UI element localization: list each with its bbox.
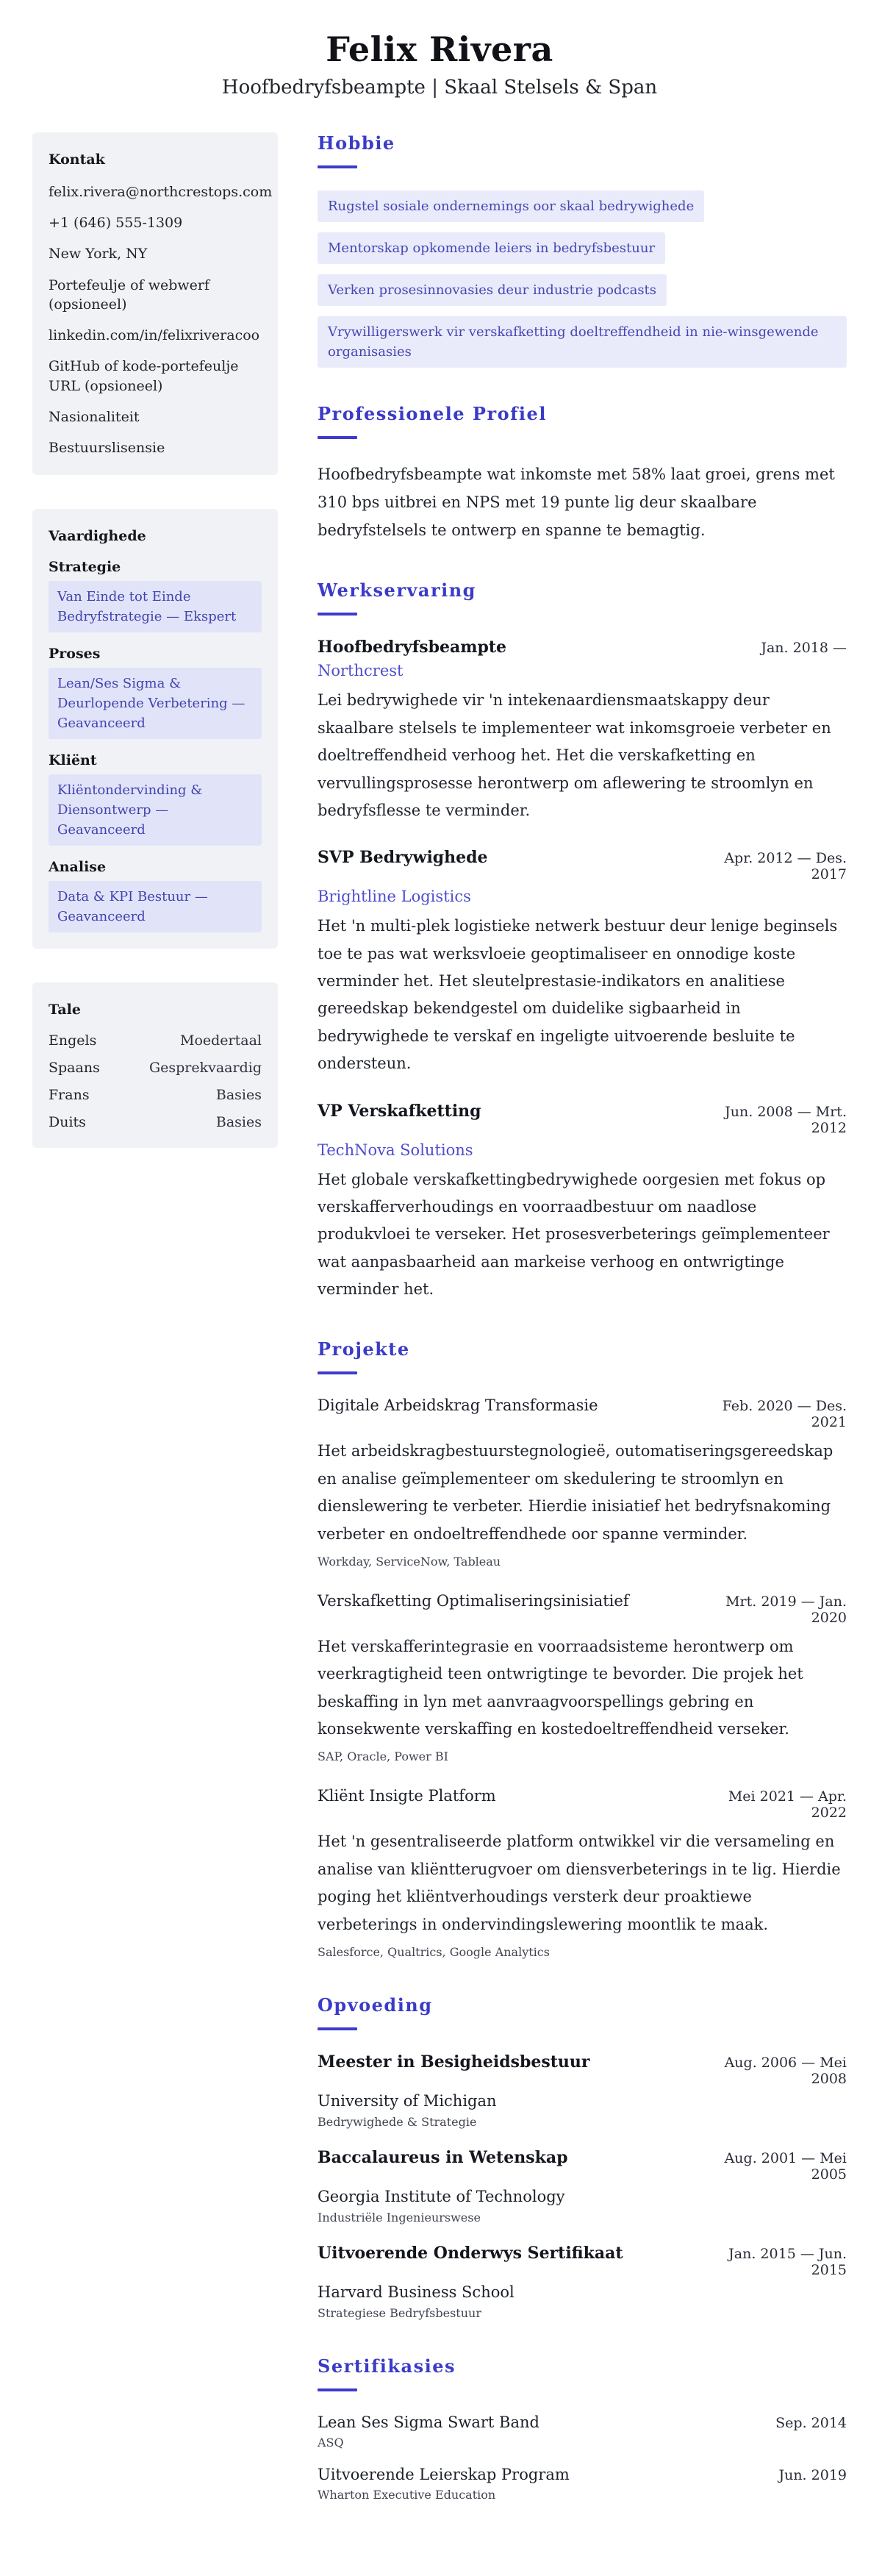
contact-item-location: New York, NY xyxy=(49,246,148,263)
contact-item-linkedin: linkedin.com/in/felixriveracoo xyxy=(49,327,260,344)
tale-title: Tale xyxy=(49,1002,81,1018)
certification-entry xyxy=(318,2413,847,2450)
contact-item-phone: +1 (646) 555-1309 xyxy=(49,215,183,232)
section-rule xyxy=(318,2388,357,2391)
skill-pill: Lean/Ses Sigma & Deurlopende Verbetering — Geavanceerd xyxy=(49,668,262,739)
job-entry-head xyxy=(318,848,847,882)
page-title: Felix Rivera xyxy=(326,29,553,69)
project-entry xyxy=(318,1592,847,1764)
project-entry-head xyxy=(318,1787,847,1821)
language-name: Spaans xyxy=(49,1060,100,1077)
project-entry-head xyxy=(318,1396,847,1430)
company-link[interactable]: Northcrest xyxy=(318,662,404,680)
education-entry xyxy=(318,2244,847,2320)
skill-group-label: Proses xyxy=(49,646,101,663)
project-dates: Mrt. 2019 — Jan. 2020 xyxy=(725,1593,847,1626)
section-werkservaring xyxy=(318,579,847,1303)
education-dates: Jan. 2015 — Jun. 2015 xyxy=(728,2245,847,2278)
education-entry xyxy=(318,2052,847,2129)
language-row xyxy=(49,1114,262,1130)
language-name: Frans xyxy=(49,1087,90,1104)
certification-entry-head xyxy=(318,2413,847,2431)
skill-pill: Data & KPI Bestuur — Geavanceerd xyxy=(49,881,262,932)
language-level: Gesprekvaardig xyxy=(148,1060,262,1077)
role-title: SVP Bedrywighede xyxy=(318,848,488,868)
certification-date: Sep. 2014 xyxy=(775,2414,847,2431)
role-title: VP Verskafketting xyxy=(318,1101,481,1121)
subtitle: Hoofbedryfsbeampte | Skaal Stelsels & Span xyxy=(221,76,658,99)
sertifikasies-title: Sertifikasies xyxy=(318,2355,456,2377)
project-title: Verskafketting Optimaliseringsinisiatief xyxy=(318,1591,629,1610)
degree-title: Baccalaureus in Wetenskap xyxy=(318,2147,568,2167)
job-dates: Jun. 2008 — Mrt. 2012 xyxy=(725,1103,847,1136)
certification-title: Lean Ses Sigma Swart Band xyxy=(318,2413,539,2431)
project-entry xyxy=(318,1396,847,1569)
degree-title: Meester in Besigheidsbestuur xyxy=(318,2052,590,2072)
job-entry-head xyxy=(318,1102,847,1136)
contact-item-portfolio: Portefeulje of webwerf (opsioneel) xyxy=(49,276,209,313)
project-stack: Workday, ServiceNow, Tableau xyxy=(318,1554,501,1569)
certification-date: Jun. 2019 xyxy=(778,2466,847,2483)
project-title: Digitale Arbeidskrag Transformasie xyxy=(318,1396,598,1415)
certification-org: Wharton Executive Education xyxy=(318,2487,496,2502)
profile-summary: Hoofbedryfsbeampte wat inkomste met 58% laat groei, grens met 310 bps uitbrei en NPS met 19 punte lig deur skaalbare bedryfstelsels te ontwerp en spanne te bemagtig. xyxy=(318,465,835,539)
skill-group-label: Strategie xyxy=(49,559,121,576)
job-entry-head xyxy=(318,638,847,657)
skill-group-label: Kliënt xyxy=(49,752,97,769)
skill-pill: Kliëntondervinding & Diensontwerp — Geavanceerd xyxy=(49,774,262,846)
section-rule xyxy=(318,2027,357,2030)
language-row xyxy=(49,1032,262,1049)
job-dates: Jan. 2018 — xyxy=(761,640,847,657)
school-name: Harvard Business School xyxy=(318,2283,514,2301)
project-description: Het 'n gesentraliseerde platform ontwikkel vir die versameling en analise van kliëntterugvoer om diensverbeterings in te lig. Hierdie poging het kliëntverhoudings versterk deur proaktiewe verbeterings in ondervindingslewering moontlik te maak. xyxy=(318,1833,841,1933)
section-rule xyxy=(318,1371,357,1374)
sidebar-section-tale xyxy=(32,982,278,1148)
section-profiel xyxy=(318,403,847,544)
language-level: Basies xyxy=(215,1114,262,1131)
language-row xyxy=(49,1087,262,1103)
education-entry xyxy=(318,2148,847,2224)
contact-item-email: felix.rivera@northcrestops.com xyxy=(49,184,273,200)
sidebar xyxy=(32,132,278,1148)
project-entry-head xyxy=(318,1592,847,1626)
field-of-study: Industriële Ingenieurswese xyxy=(318,2210,481,2224)
section-sertifikasies xyxy=(318,2355,847,2502)
sidebar-section-kontak xyxy=(32,132,278,475)
section-projekte xyxy=(318,1338,847,1959)
section-rule xyxy=(318,436,357,439)
certification-title: Uitvoerende Leierskap Program xyxy=(318,2465,570,2483)
job-entry xyxy=(318,1102,847,1304)
field-of-study: Bedrywighede & Strategie xyxy=(318,2114,477,2129)
job-entry xyxy=(318,848,847,1077)
contact-item-license: Bestuurslisensie xyxy=(49,439,165,456)
main-column xyxy=(318,132,847,2537)
contact-item-nationality: Nasionaliteit xyxy=(49,408,140,425)
education-entry-head xyxy=(318,2148,847,2183)
company-link[interactable]: TechNova Solutions xyxy=(318,1141,473,1159)
section-rule xyxy=(318,165,357,168)
certification-entry xyxy=(318,2466,847,2502)
education-dates: Aug. 2006 — Mei 2008 xyxy=(724,2054,847,2087)
hobby-tag: Verken prosesinnovasies deur industrie podcasts xyxy=(318,274,667,306)
section-rule xyxy=(318,613,357,616)
job-dates: Apr. 2012 — Des. 2017 xyxy=(724,850,847,883)
project-dates: Feb. 2020 — Des. 2021 xyxy=(722,1398,847,1431)
project-description: Het verskafferintegrasie en voorraadsisteme herontwerp om veerkragtigheid teen ontwrigtinge te bevorder. Die projek het beskaffing in lyn met aanvraagvoorspellings gebring en konsekwente verskaffing en kostedoeltreffendheid verseker. xyxy=(318,1637,803,1738)
project-stack: Salesforce, Qualtrics, Google Analytics xyxy=(318,1944,550,1959)
degree-title: Uitvoerende Onderwys Sertifikaat xyxy=(318,2243,623,2263)
certification-entry-head xyxy=(318,2466,847,2483)
project-title: Kliënt Insigte Platform xyxy=(318,1787,496,1805)
job-description: Het 'n multi-plek logistieke netwerk bestuur deur lenige beginsels toe te pas wat werksvloeie geoptimaliseer en onnodige koste verminder het. Het sleutelprestasie-indikators en analitiese gereedskap bekendgestel om duidelike sigbaarheid in bedrywighede te verskaf en ingeligte uitvoerende besluite te ondersteun. xyxy=(318,917,838,1073)
hobby-tag: Mentorskap opkomende leiers in bedryfsbestuur xyxy=(318,232,665,264)
language-level: Basies xyxy=(215,1087,262,1104)
education-dates: Aug. 2001 — Mei 2005 xyxy=(724,2149,847,2183)
skill-pill: Van Einde tot Einde Bedryfstrategie — Ekspert xyxy=(49,581,262,632)
field-of-study: Strategiese Bedryfsbestuur xyxy=(318,2305,481,2320)
school-name: University of Michigan xyxy=(318,2091,497,2110)
job-entry xyxy=(318,638,847,824)
job-description: Het globale verskafkettingbedrywighede oorgesien met fokus op verskafferverhoudings en voorraadbestuur om naadlose produkvloei te verseker. Het prosesverbeterings geïmplementeer wat aanpasbaarheid aan markeise verhoog en ontwrigtinge verminder het. xyxy=(318,1170,830,1299)
hobby-tag: Vrywilligerswerk vir verskafketting doeltreffendheid in nie-winsgewende organisasies xyxy=(318,316,847,368)
sidebar-section-vaardighede xyxy=(32,509,278,949)
education-entry-head xyxy=(318,2052,847,2087)
kontak-title: Kontak xyxy=(49,151,105,168)
language-name: Engels xyxy=(49,1032,97,1049)
project-stack: SAP, Oracle, Power BI xyxy=(318,1749,448,1764)
resume-header xyxy=(32,29,847,99)
projekte-title: Projekte xyxy=(318,1338,410,1360)
project-dates: Mei 2021 — Apr. 2022 xyxy=(728,1788,847,1822)
role-title: Hoofbedryfsbeampte xyxy=(318,638,507,657)
hobby-tag: Rugstel sosiale ondernemings oor skaal bedrywighede xyxy=(318,190,704,222)
content-columns xyxy=(32,132,847,2537)
section-opvoeding xyxy=(318,1994,847,2320)
certification-org: ASQ xyxy=(318,2435,344,2450)
skill-group-label: Analise xyxy=(49,859,107,876)
project-entry xyxy=(318,1787,847,1959)
hobbie-title: Hobbie xyxy=(318,132,395,154)
opvoeding-title: Opvoeding xyxy=(318,1994,433,2016)
job-description: Lei bedrywighede vir 'n intekenaardiensmaatskappy deur skaalbare stelsels te implementeer wat inkomsgroeie verbeter en doeltreffendheid verhoog het. Het die verskafketting en vervullingsprosesse herontwerp om aflewering te stroomlyn en bedryfsflesse te verminder. xyxy=(318,691,831,819)
contact-item-github: GitHub of kode-portefeulje URL (opsioneel) xyxy=(49,358,239,394)
education-entry-head xyxy=(318,2244,847,2278)
language-name: Duits xyxy=(49,1114,86,1131)
company-link[interactable]: Brightline Logistics xyxy=(318,888,471,906)
project-description: Het arbeidskragbestuurstegnologieë, outomatiseringsgereedskap en analise geïmplementeer om skedulering te stroomlyn en dienslewering te verbeter. Hierdie inisiatief het bedryfsnakoming verbeter en ondoeltreffendhede oor spanne verminder. xyxy=(318,1442,833,1543)
language-level: Moedertaal xyxy=(180,1032,262,1049)
language-row xyxy=(49,1060,262,1076)
vaardighede-title: Vaardighede xyxy=(49,528,146,545)
section-hobbie xyxy=(318,132,847,368)
werkservaring-title: Werkservaring xyxy=(318,579,476,602)
profiel-title: Professionele Profiel xyxy=(318,403,547,424)
school-name: Georgia Institute of Technology xyxy=(318,2187,565,2205)
